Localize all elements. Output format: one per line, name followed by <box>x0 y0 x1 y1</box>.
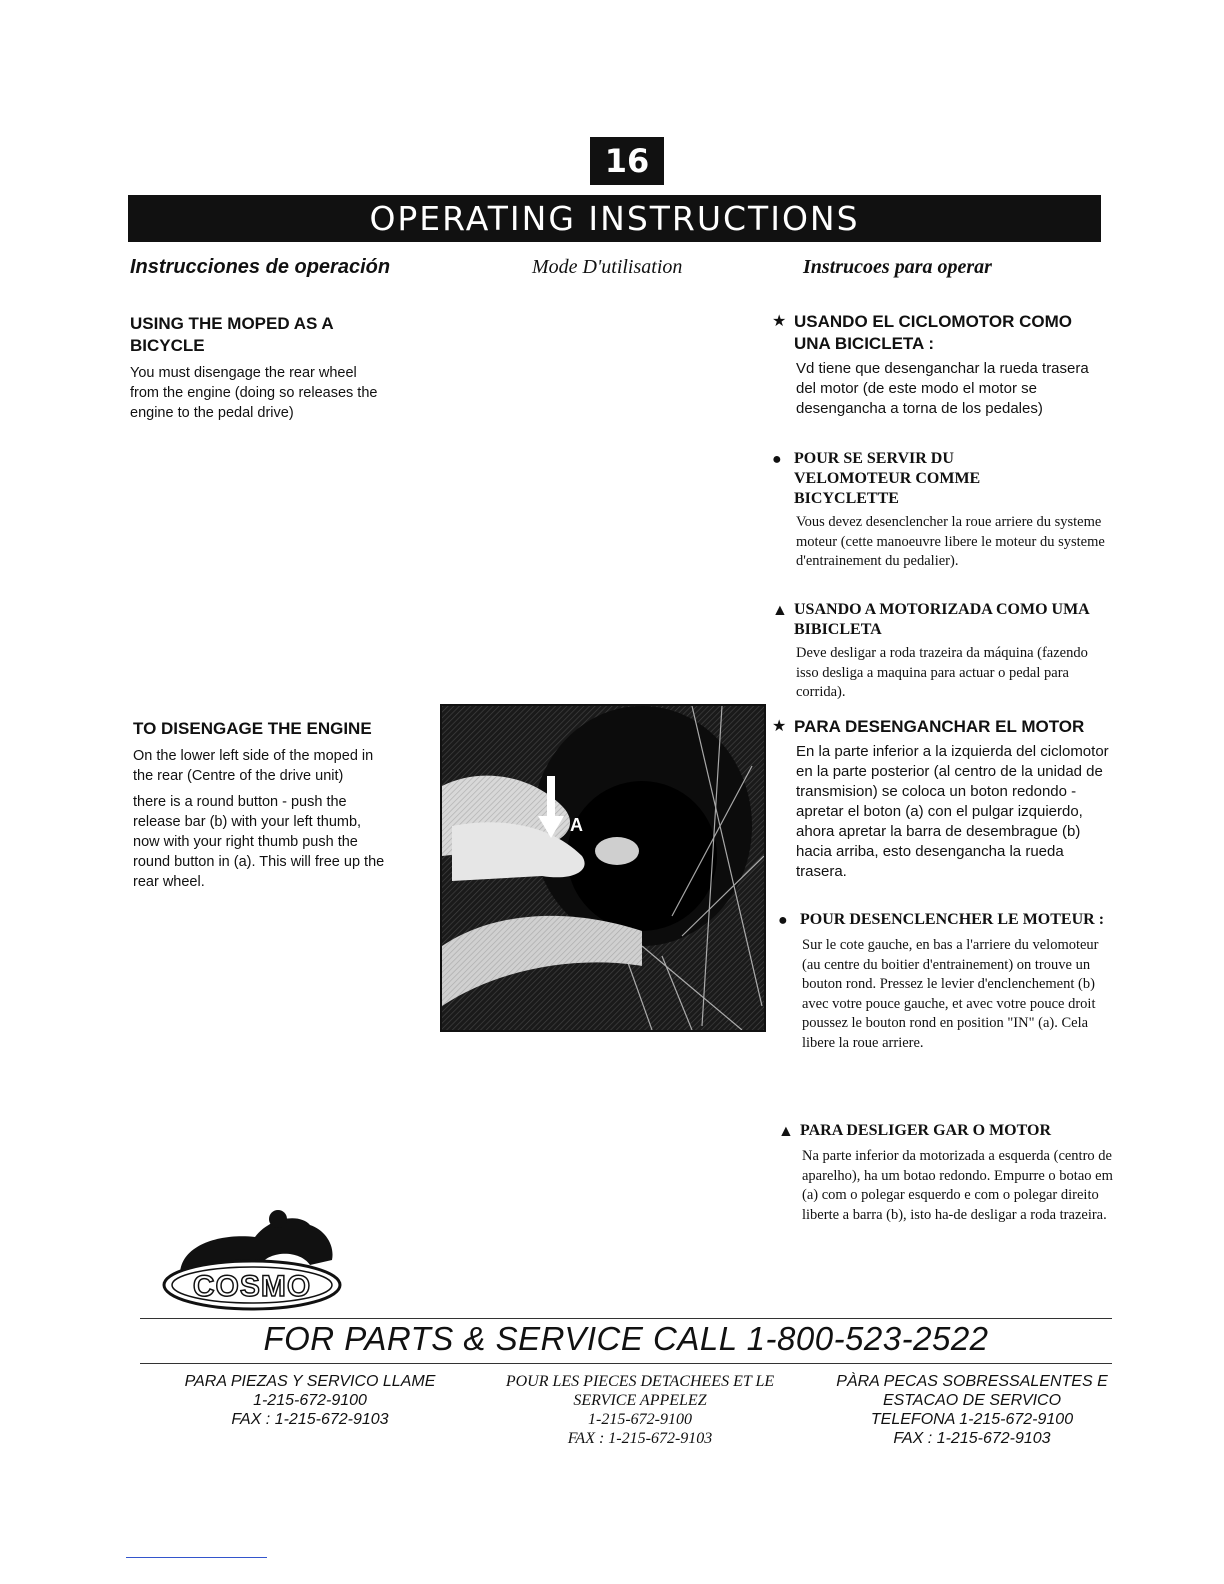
right-item-5 <box>778 910 1118 1053</box>
text-line: On the lower left side of the moped in <box>133 748 374 764</box>
right-item-1 <box>772 311 1112 419</box>
circle-bullet-icon: ● <box>772 451 782 468</box>
section-heading: USING THE MOPED AS A BICYCLE <box>130 314 334 355</box>
cosmo-logo-icon <box>160 1205 350 1315</box>
text-line: the rear (Centre of the drive unit) <box>133 768 344 784</box>
section-body: Sur le cote gauche, en bas a l'arriere du velomoteur (au centre du boitier d'entrainement) on trouve un bouton rond. Pressez le levier d'enclenchement (b) avec votre pouce gauche, et avec votre pouce droit poussez le bouton rond en position "IN" (a). Cela libere la roue arriere. <box>802 937 1099 1051</box>
triangle-bullet-icon: ▲ <box>772 602 788 619</box>
section-body <box>133 746 443 892</box>
section-body: Deve desligar a roda trazeira da máquina (fazendo isso desliga a maquina para actuar o pedal para corrida). <box>796 645 1088 700</box>
text-line: release bar (b) with your left thumb, <box>133 814 362 830</box>
text-line: from the engine (doing so releases the <box>130 385 378 401</box>
footer-line: 1-215-672-9100 <box>588 1411 692 1428</box>
footer-line: POUR LES PIECES DETACHEES ET LE <box>505 1373 775 1390</box>
footer-french <box>480 1372 800 1448</box>
section-heading: POUR DESENCLENCHER LE MOTEUR : <box>800 911 1105 928</box>
scan-mark <box>126 1557 267 1558</box>
section-body: Vd tiene que desenganchar la rueda trasera del motor (de este modo el motor se desengancha a torna de los pedales) <box>796 360 1089 417</box>
divider <box>140 1363 1112 1364</box>
footer-line: PARA PIEZAS Y SERVICO LLAME <box>184 1373 436 1390</box>
right-item-6 <box>778 1121 1118 1225</box>
section-heading: PARA DESENGANCHAR EL MOTOR <box>794 717 1085 736</box>
engine-photo <box>440 704 766 1032</box>
section-body: Vous devez desenclencher la roue arriere du systeme moteur (cette manoeuvre libere le moteur du systeme d'entrainement du pedalier). <box>796 514 1105 569</box>
divider <box>140 1318 1112 1319</box>
right-item-2 <box>772 449 1112 572</box>
section-body: Na parte inferior da motorizada a esquerda (centro de aparelho), ha um botao redondo. Empurre o botao em (a) com o polegar esquerdo e com o polegar direito liberte a barra (b), isto ha-de desligar a roda trazeira. <box>802 1148 1113 1223</box>
section-heading: USANDO A MOTORIZADA COMO UMA BIBICLETA <box>794 601 1089 638</box>
section-heading: TO DISENGAGE THE ENGINE <box>133 719 372 738</box>
triangle-bullet-icon: ▲ <box>778 1123 794 1140</box>
footer-line: 1-215-672-9100 <box>253 1392 367 1409</box>
circle-bullet-icon: ● <box>778 912 788 929</box>
text-line: round button in (a). This will free up the <box>133 854 385 870</box>
footer-line: SERVICE APPELEZ <box>573 1392 707 1409</box>
english-section-bicycle <box>130 313 390 423</box>
subtitle-french: Mode D'utilisation <box>532 256 683 278</box>
service-call-banner: FOR PARTS & SERVICE CALL 1-800-523-2522 <box>263 1320 989 1357</box>
footer-line: ESTACAO DE SERVICO <box>882 1392 1062 1409</box>
cosmo-logo <box>160 1205 350 1315</box>
subtitle-portuguese: Instrucoes para operar <box>803 256 992 278</box>
right-item-3 <box>772 600 1112 703</box>
text-line: You must disengage the rear wheel <box>130 365 357 381</box>
section-heading: PARA DESLIGER GAR O MOTOR <box>800 1122 1051 1139</box>
footer-line: FAX : 1-215-672-9103 <box>567 1430 713 1447</box>
star-icon: ★ <box>772 313 787 330</box>
star-icon: ★ <box>772 718 787 735</box>
text-line: there is a round button - push the <box>133 794 347 810</box>
svg-text:COSMO: COSMO <box>192 1270 312 1303</box>
page-number: 16 <box>590 137 664 185</box>
footer-line: PÀRA PECAS SOBRESSALENTES E <box>836 1373 1108 1390</box>
english-section-disengage <box>133 718 443 892</box>
footer-line: FAX : 1-215-672-9103 <box>231 1411 389 1428</box>
subtitle-spanish: Instrucciones de operación <box>130 256 391 278</box>
photo-label: A <box>570 815 583 835</box>
footer-portuguese <box>812 1372 1132 1448</box>
section-body <box>130 363 390 423</box>
right-item-4 <box>772 716 1112 882</box>
text-line: engine to the pedal drive) <box>130 405 294 421</box>
section-heading: USANDO EL CICLOMOTOR COMO UNA BICICLETA : <box>794 312 1072 353</box>
section-heading: POUR SE SERVIR DU VELOMOTEUR COMME BICYCLETTE <box>794 450 981 507</box>
section-body: En la parte inferior a la izquierda del ciclomotor en la parte posterior (al centro de la unidad de transmision) se coloca un boton redondo - apretar el boton (a) con el pulgar izquierdo, ahora apretar la barra de desembrague (b) hacia arriba, esto desengancha la rueda trasera. <box>796 743 1109 880</box>
page-title: OPERATING INSTRUCTIONS <box>128 195 1101 242</box>
photo-illustration <box>442 706 764 1030</box>
footer-line: TELEFONA 1-215-672-9100 <box>870 1411 1074 1428</box>
footer-spanish <box>170 1372 450 1429</box>
text-line: now with your right thumb push the <box>133 834 358 850</box>
footer-line: FAX : 1-215-672-9103 <box>893 1430 1051 1447</box>
text-line: rear wheel. <box>133 874 205 890</box>
